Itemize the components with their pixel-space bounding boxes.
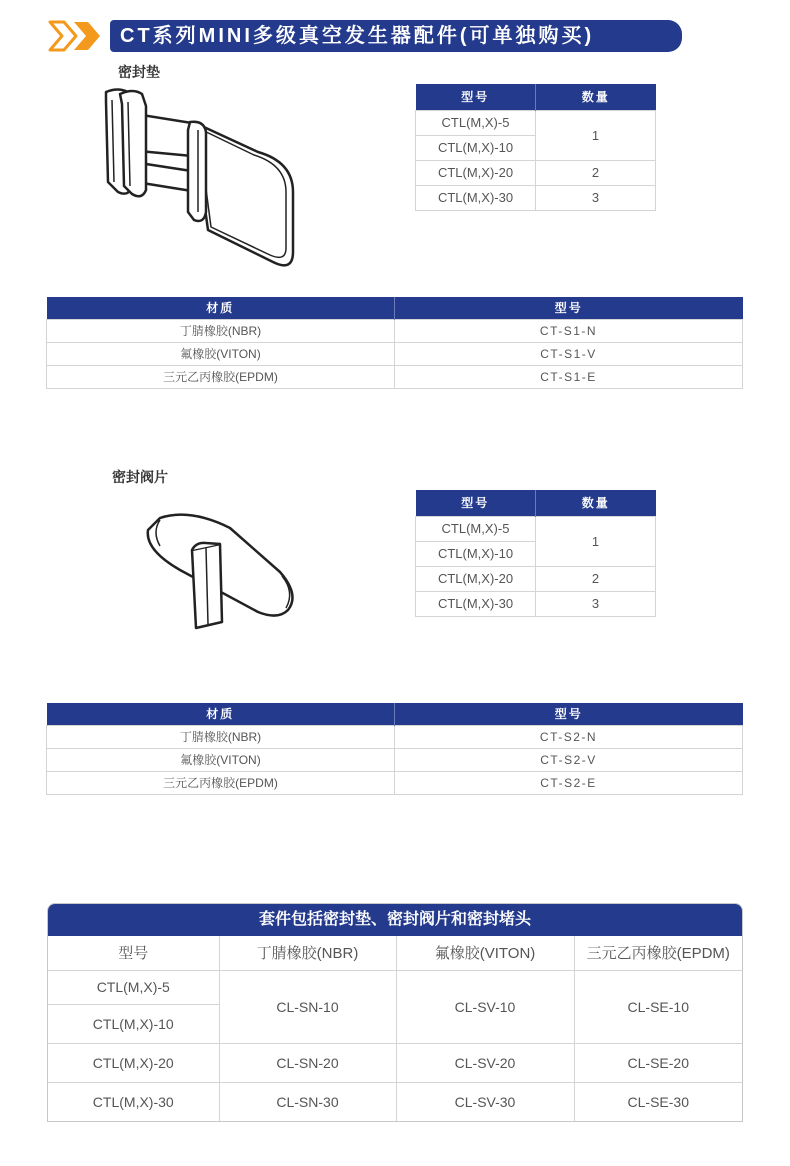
page-title: CT系列MINI多级真空发生器配件(可单独购买) bbox=[110, 20, 682, 52]
table-header: 型号 bbox=[48, 936, 219, 970]
table-header: 型号 bbox=[395, 297, 743, 319]
valve-illustration bbox=[140, 510, 300, 640]
table-cell: CTL(M,X)-5 bbox=[416, 110, 536, 135]
table-cell: CTL(M,X)-20 bbox=[416, 566, 536, 591]
table-cell: 1 bbox=[536, 110, 656, 160]
table-cell: CTL(M,X)-20 bbox=[416, 160, 536, 185]
table-header: 材质 bbox=[47, 703, 395, 725]
table-cell: CL-SV-20 bbox=[396, 1043, 574, 1082]
table-cell: 3 bbox=[536, 591, 656, 616]
table-header: 丁腈橡胶(NBR) bbox=[219, 936, 396, 970]
gasket-illustration bbox=[98, 82, 303, 277]
table-cell: CL-SV-10 bbox=[396, 970, 574, 1043]
table-header: 材质 bbox=[47, 297, 395, 319]
table-cell: CT-S2-E bbox=[395, 771, 743, 794]
table-header: 型号 bbox=[416, 84, 536, 110]
table-cell: CL-SE-30 bbox=[574, 1082, 742, 1121]
table-header: 数量 bbox=[536, 490, 656, 516]
table-cell: CTL(M,X)-10 bbox=[416, 541, 536, 566]
table-cell: CTL(M,X)-30 bbox=[416, 591, 536, 616]
table-cell: 丁腈橡胶(NBR) bbox=[47, 725, 395, 748]
table-cell: CT-S1-E bbox=[395, 365, 743, 388]
gasket-qty-table bbox=[415, 84, 656, 211]
table-cell: CT-S2-V bbox=[395, 748, 743, 771]
table-cell: CL-SE-10 bbox=[574, 970, 742, 1043]
table-cell: 丁腈橡胶(NBR) bbox=[47, 319, 395, 342]
table-cell: 氟橡胶(VITON) bbox=[47, 342, 395, 365]
table-cell: CTL(M,X)-10 bbox=[416, 135, 536, 160]
table-cell: CTL(M,X)-10 bbox=[48, 1004, 219, 1043]
table-cell: CT-S1-N bbox=[395, 319, 743, 342]
table-header: 型号 bbox=[395, 703, 743, 725]
table-cell: 三元乙丙橡胶(EPDM) bbox=[47, 365, 395, 388]
table-cell: 三元乙丙橡胶(EPDM) bbox=[47, 771, 395, 794]
kit-table bbox=[48, 936, 742, 1121]
table-cell: 氟橡胶(VITON) bbox=[47, 748, 395, 771]
table-cell: CTL(M,X)-30 bbox=[416, 185, 536, 210]
table-cell: 2 bbox=[536, 160, 656, 185]
table-cell: CL-SN-10 bbox=[219, 970, 396, 1043]
table-cell: CL-SN-20 bbox=[219, 1043, 396, 1082]
table-cell: CTL(M,X)-5 bbox=[48, 970, 219, 1004]
valve-qty-table bbox=[415, 490, 656, 617]
double-chevron-icon bbox=[48, 20, 104, 52]
kit-table-panel bbox=[47, 903, 743, 1122]
valve-material-table bbox=[46, 703, 743, 795]
table-header: 型号 bbox=[416, 490, 536, 516]
table-cell: CT-S1-V bbox=[395, 342, 743, 365]
table-cell: 1 bbox=[536, 516, 656, 566]
table-header: 数量 bbox=[536, 84, 656, 110]
table-header: 三元乙丙橡胶(EPDM) bbox=[574, 936, 742, 970]
table-cell: CL-SV-30 bbox=[396, 1082, 574, 1121]
table-cell: CTL(M,X)-5 bbox=[416, 516, 536, 541]
table-cell: CL-SE-20 bbox=[574, 1043, 742, 1082]
table-cell: CT-S2-N bbox=[395, 725, 743, 748]
valve-label: 密封阀片 bbox=[112, 469, 168, 485]
table-cell: 3 bbox=[536, 185, 656, 210]
kit-title: 套件包括密封垫、密封阀片和密封堵头 bbox=[48, 904, 742, 936]
gasket-label: 密封垫 bbox=[118, 64, 160, 80]
table-header: 氟橡胶(VITON) bbox=[396, 936, 574, 970]
table-cell: 2 bbox=[536, 566, 656, 591]
table-cell: CL-SN-30 bbox=[219, 1082, 396, 1121]
gasket-material-table bbox=[46, 297, 743, 389]
table-cell: CTL(M,X)-20 bbox=[48, 1043, 219, 1082]
table-cell: CTL(M,X)-30 bbox=[48, 1082, 219, 1121]
